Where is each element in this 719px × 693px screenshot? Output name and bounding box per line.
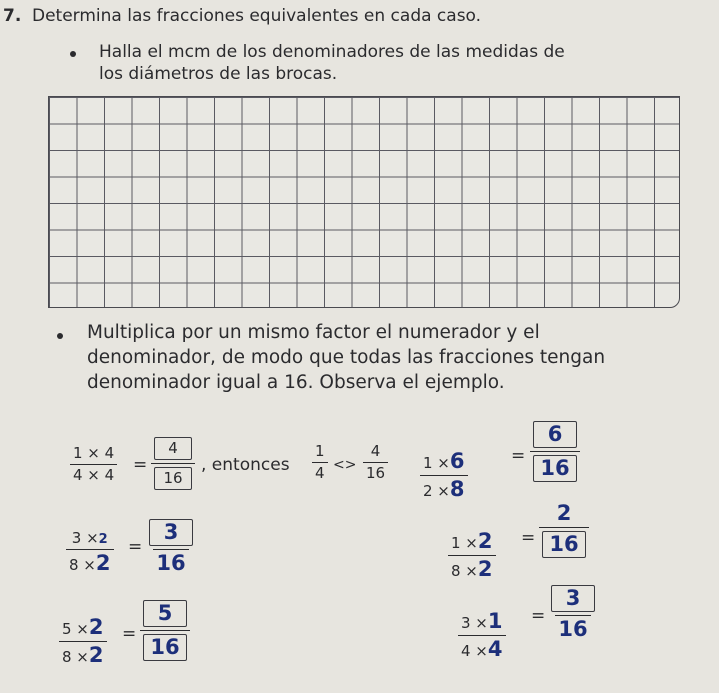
answer-numerator-input[interactable]: 5 bbox=[143, 600, 187, 627]
bullet-icon bbox=[57, 333, 63, 339]
printed-factor: 8 × bbox=[62, 648, 89, 666]
instruction-line: denominador, de modo que todas las fracciones tengan bbox=[87, 347, 606, 368]
answer-denominator-input[interactable]: 16 bbox=[533, 455, 577, 482]
compare-left-fraction bbox=[312, 444, 328, 481]
equals-sign: = bbox=[133, 455, 148, 475]
answer-numerator-input[interactable]: 3 bbox=[551, 585, 595, 612]
example-result-fraction bbox=[151, 437, 195, 490]
compare-right-numerator: 4 bbox=[370, 442, 381, 460]
printed-factor: 4 × bbox=[461, 642, 488, 660]
printed-factor: 1 × bbox=[451, 534, 478, 552]
compare-right-denominator: 16 bbox=[363, 462, 388, 481]
equals-sign: = bbox=[521, 528, 536, 548]
answer-fraction bbox=[539, 503, 589, 558]
answer-denominator-input[interactable]: 16 bbox=[156, 551, 186, 575]
answer-numerator-input[interactable]: 3 bbox=[149, 519, 193, 546]
equals-sign: = bbox=[531, 606, 546, 626]
handwritten-factor[interactable]: 2 bbox=[88, 615, 104, 639]
equals-sign: = bbox=[122, 624, 137, 644]
handwritten-factor[interactable]: 6 bbox=[449, 449, 465, 473]
exercise-fraction bbox=[420, 451, 468, 500]
example-denominator: 4 × 4 bbox=[70, 464, 117, 483]
printed-factor: 1 × bbox=[423, 454, 450, 472]
printed-factor: 2 × bbox=[423, 482, 450, 500]
answer-denominator-input[interactable]: 16 bbox=[143, 634, 187, 661]
example-result-numerator: 4 bbox=[154, 437, 192, 460]
example-text: , entonces bbox=[201, 455, 290, 475]
printed-factor: 5 × bbox=[62, 620, 89, 638]
printed-factor: 3 × bbox=[461, 614, 488, 632]
exercise-fraction bbox=[66, 531, 114, 574]
answer-fraction bbox=[146, 519, 196, 574]
exercise-title: Determina las fracciones equivalentes en cada caso. bbox=[32, 6, 482, 26]
answer-numerator-input[interactable]: 6 bbox=[533, 421, 577, 448]
handwritten-factor[interactable]: 1 bbox=[487, 609, 503, 633]
compare-left-denominator: 4 bbox=[312, 462, 328, 481]
handwritten-factor[interactable]: 2 bbox=[95, 551, 111, 575]
answer-denominator-input[interactable]: 16 bbox=[542, 531, 586, 558]
answer-fraction bbox=[530, 421, 580, 482]
example-fraction bbox=[70, 446, 117, 483]
exercise-fraction bbox=[59, 617, 107, 666]
answer-numerator-input[interactable]: 2 bbox=[556, 501, 572, 525]
handwritten-factor[interactable]: 2 bbox=[98, 532, 108, 547]
compare-left-numerator: 1 bbox=[315, 442, 325, 460]
instruction-line: denominador igual a 16. Observa el ejemplo. bbox=[87, 372, 505, 393]
instruction-line: los diámetros de las brocas. bbox=[99, 64, 338, 84]
bullet-icon bbox=[70, 51, 76, 57]
instruction-line: Halla el mcm de los denominadores de las medidas de bbox=[99, 42, 565, 62]
instruction-line: Multiplica por un mismo factor el numerador y el bbox=[87, 322, 540, 343]
answer-denominator-input[interactable]: 16 bbox=[558, 617, 588, 641]
compare-right-fraction bbox=[363, 444, 388, 481]
printed-factor: 8 × bbox=[451, 562, 478, 580]
equals-sign: = bbox=[128, 537, 143, 557]
printed-factor: 8 × bbox=[69, 556, 96, 574]
handwritten-factor[interactable]: 2 bbox=[477, 557, 493, 581]
handwritten-factor[interactable]: 2 bbox=[477, 529, 493, 553]
example-result-denominator: 16 bbox=[154, 467, 192, 490]
exercise-number: 7. bbox=[3, 6, 22, 26]
example-numerator: 1 × 4 bbox=[73, 444, 115, 462]
handwritten-factor[interactable]: 8 bbox=[449, 477, 465, 501]
equals-sign: = bbox=[511, 446, 526, 466]
printed-factor: 3 × bbox=[71, 529, 99, 547]
handwritten-factor[interactable]: 2 bbox=[88, 643, 104, 667]
handwritten-factor[interactable]: 4 bbox=[487, 637, 503, 661]
exercise-fraction bbox=[458, 611, 506, 660]
answer-fraction bbox=[140, 600, 190, 661]
answer-grid[interactable] bbox=[48, 96, 680, 308]
answer-fraction bbox=[548, 585, 598, 640]
exercise-fraction bbox=[448, 531, 496, 580]
compare-symbol: <> bbox=[333, 457, 357, 473]
